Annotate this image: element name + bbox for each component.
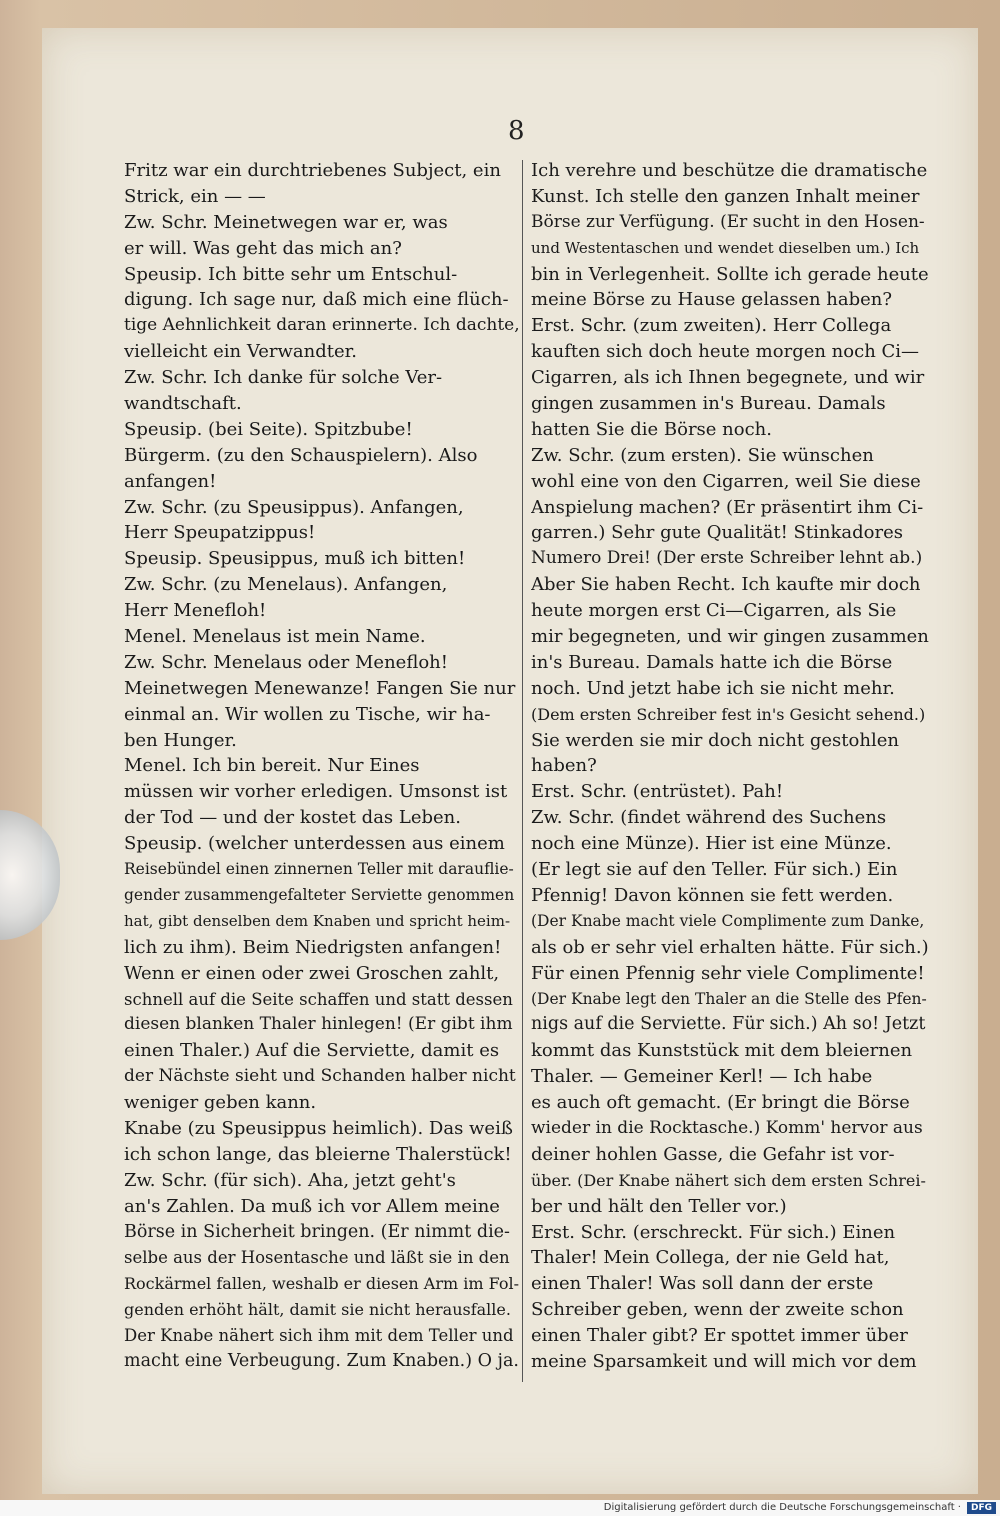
text-line: gingen zusammen in's Bureau. Damals: [531, 393, 886, 415]
text-line: Börse in Sicherheit bringen. (Er nimmt die-: [124, 1221, 510, 1242]
text-line: deiner hohlen Gasse, die Gefahr ist vor-: [531, 1143, 895, 1165]
text-line: Strick, ein — —: [124, 185, 266, 207]
text-line: Fritz war ein durchtriebenes Subject, ein: [124, 160, 501, 181]
text-line: Aber Sie haben Recht. Ich kaufte mir doch: [531, 574, 921, 596]
text-line: Ich verehre und beschütze die dramatische: [531, 160, 928, 181]
text-line: Pfennig! Davon können sie fett werden.: [531, 884, 894, 906]
text-line: macht eine Verbeugung. Zum Knaben.) O ja.: [124, 1350, 519, 1371]
text-line: digung. Ich sage nur, daß mich eine flüch-: [124, 289, 509, 311]
text-line: wohl eine von den Cigarren, weil Sie diese: [531, 470, 921, 492]
text-line: Rockärmel fallen, weshalb er diesen Arm im Fol-: [124, 1274, 519, 1294]
text-line: Erst. Schr. (zum zweiten). Herr Collega: [531, 315, 892, 337]
text-line: meine Sparsamkeit und will mich vor dem: [531, 1350, 917, 1372]
right-text-column: [531, 158, 931, 1375]
text-line: weniger geben kann.: [124, 1092, 317, 1114]
text-line: Meinetwegen Menewanze! Fangen Sie nur: [124, 677, 516, 699]
text-line: in's Bureau. Damals hatte ich die Börse: [531, 651, 893, 673]
text-line: noch. Und jetzt habe ich sie nicht mehr.: [531, 677, 895, 699]
text-line: er will. Was geht das mich an?: [124, 237, 402, 259]
text-line: gender zusammengefalteter Serviette genommen: [124, 885, 515, 904]
text-line: es auch oft gemacht. (Er bringt die Börse: [531, 1092, 910, 1114]
text-line: lich zu ihm). Beim Niedrigsten anfangen!: [124, 936, 502, 958]
text-line: Speusip. (welcher unterdessen aus einem: [124, 833, 505, 855]
text-line: müssen wir vorher erledigen. Umsonst ist: [124, 781, 508, 803]
text-line: Für einen Pfennig sehr viele Complimente!: [531, 962, 925, 984]
text-line: mir begegneten, und wir gingen zusammen: [531, 626, 929, 648]
text-line: Herr Menefloh!: [124, 600, 267, 622]
text-line: der Tod — und der kostet das Leben.: [124, 807, 461, 829]
text-line: Zw. Schr. (zu Menelaus). Anfangen,: [124, 574, 448, 596]
text-line: wandtschaft.: [124, 393, 242, 415]
text-line: Zw. Schr. (zu Speusippus). Anfangen,: [124, 496, 464, 518]
text-line: wieder in die Rocktasche.) Komm' hervor aus: [531, 1117, 923, 1138]
text-line: Speusip. Ich bitte sehr um Entschul-: [124, 263, 458, 285]
text-line: ich schon lange, das bleierne Thalerstück!: [124, 1143, 512, 1165]
text-line: der Nächste sieht und Schanden halber nicht: [124, 1066, 516, 1087]
dfg-logo: DFG: [967, 1502, 996, 1514]
text-line: (Dem ersten Schreiber fest in's Gesicht sehend.): [531, 704, 926, 724]
text-line: Anspielung machen? (Er präsentirt ihm Ci-: [531, 496, 924, 518]
text-line: schnell auf die Seite schaffen und statt dessen: [124, 989, 513, 1009]
text-line: garren.) Sehr gute Qualität! Stinkadores: [531, 522, 903, 544]
text-line: Knabe (zu Speusippus heimlich). Das weiß: [124, 1117, 513, 1139]
text-line: meine Börse zu Hause gelassen haben?: [531, 289, 893, 311]
text-line: noch eine Münze). Hier ist eine Münze.: [531, 833, 892, 855]
text-line: ben Hunger.: [124, 729, 237, 751]
text-line: Menel. Menelaus ist mein Name.: [124, 626, 426, 648]
text-line: anfangen!: [124, 470, 217, 492]
text-line: Bürgerm. (zu den Schauspielern). Also: [124, 444, 478, 466]
text-line: Erst. Schr. (entrüstet). Pah!: [531, 781, 784, 803]
text-line: selbe aus der Hosentasche und läßt sie in den: [124, 1248, 510, 1268]
text-line: Der Knabe nähert sich ihm mit dem Teller und: [124, 1326, 514, 1346]
text-line: genden erhöht hält, damit sie nicht herausfalle.: [124, 1300, 511, 1320]
text-line: Reisebündel einen zinnernen Teller mit daraufliе-: [124, 860, 514, 879]
text-line: nigs auf die Serviette. Für sich.) Ah so! Jetzt: [531, 1014, 926, 1035]
text-line: tige Aehnlichkeit daran erinnerte. Ich dachte,: [124, 315, 520, 336]
text-line: einen Thaler gibt? Er spottet immer über: [531, 1325, 908, 1347]
text-line: haben?: [531, 755, 597, 777]
text-line: (Der Knabe macht viele Complimente zum Danke,: [531, 911, 925, 930]
text-line: Speusip. Speusippus, muß ich bitten!: [124, 548, 466, 570]
text-line: Schreiber geben, wenn der zweite schon: [531, 1299, 904, 1321]
text-line: über. (Der Knabe nähert sich dem ersten Schrei-: [531, 1170, 926, 1190]
text-line: Menel. Ich bin bereit. Nur Eines: [124, 755, 420, 777]
text-line: Zw. Schr. (für sich). Aha, jetzt geht's: [124, 1169, 456, 1191]
text-line: Herr Speupatzippus!: [124, 522, 316, 544]
text-line: hatten Sie die Börse noch.: [531, 418, 772, 440]
text-line: (Er legt sie auf den Teller. Für sich.) Ein: [531, 859, 898, 881]
footer-credit: Digitalisierung gefördert durch die Deutsche Forschungsgemeinschaft ·: [603, 1502, 961, 1513]
text-line: Numero Drei! (Der erste Schreiber lehnt ab.): [531, 548, 923, 569]
left-text-column: [124, 158, 520, 1375]
text-line: kauften sich doch heute morgen noch Ci—: [531, 341, 920, 363]
text-line: und Westentaschen und wendet dieselben um.) Ich: [531, 238, 920, 257]
text-line: Erst. Schr. (erschreckt. Für sich.) Einen: [531, 1221, 896, 1243]
text-line: Wenn er einen oder zwei Groschen zahlt,: [124, 962, 500, 984]
text-line: Börse zur Verfügung. (Er sucht in den Hosen-: [531, 211, 925, 232]
text-line: hat, gibt denselben dem Knaben und spricht heim-: [124, 911, 511, 930]
text-line: Thaler! Mein Collega, der nie Geld hat,: [531, 1247, 890, 1269]
digitization-footer: [0, 1500, 1000, 1516]
text-line: einmal an. Wir wollen zu Tische, wir ha-: [124, 703, 491, 725]
text-line: Speusip. (bei Seite). Spitzbube!: [124, 418, 413, 440]
text-line: als ob er sehr viel erhalten hätte. Für sich.): [531, 936, 929, 958]
text-line: Zw. Schr. Meinetwegen war er, was: [124, 211, 448, 233]
text-line: (Der Knabe legt den Thaler an die Stelle des Pfen-: [531, 989, 927, 1008]
text-line: einen Thaler.) Auf die Serviette, damit es: [124, 1040, 500, 1062]
page-number: 8: [508, 116, 525, 146]
text-line: Zw. Schr. Menelaus oder Menefloh!: [124, 651, 448, 673]
text-line: einen Thaler! Was soll dann der erste: [531, 1273, 874, 1295]
text-line: Cigarren, als ich Ihnen begegnete, und wir: [531, 367, 925, 389]
text-line: diesen blanken Thaler hinlegen! (Er gibt ihm: [124, 1014, 513, 1035]
text-line: Zw. Schr. (findet während des Suchens: [531, 807, 887, 829]
text-line: ber und hält den Teller vor.): [531, 1195, 787, 1217]
text-line: Sie werden sie mir doch nicht gestohlen: [531, 729, 899, 751]
text-line: Kunst. Ich stelle den ganzen Inhalt meiner: [531, 185, 920, 207]
text-line: heute morgen erst Ci—Cigarren, als Sie: [531, 600, 897, 622]
text-line: Zw. Schr. (zum ersten). Sie wünschen: [531, 444, 874, 466]
column-divider: [522, 160, 523, 1382]
text-line: an's Zahlen. Da muß ich vor Allem meine: [124, 1195, 500, 1217]
text-line: kommt das Kunststück mit dem bleiernen: [531, 1040, 913, 1062]
text-line: vielleicht ein Verwandter.: [124, 341, 357, 363]
text-line: bin in Verlegenheit. Sollte ich gerade heute: [531, 263, 929, 285]
text-line: Zw. Schr. Ich danke für solche Ver-: [124, 367, 443, 389]
text-line: Thaler. — Gemeiner Kerl! — Ich habe: [531, 1066, 873, 1088]
